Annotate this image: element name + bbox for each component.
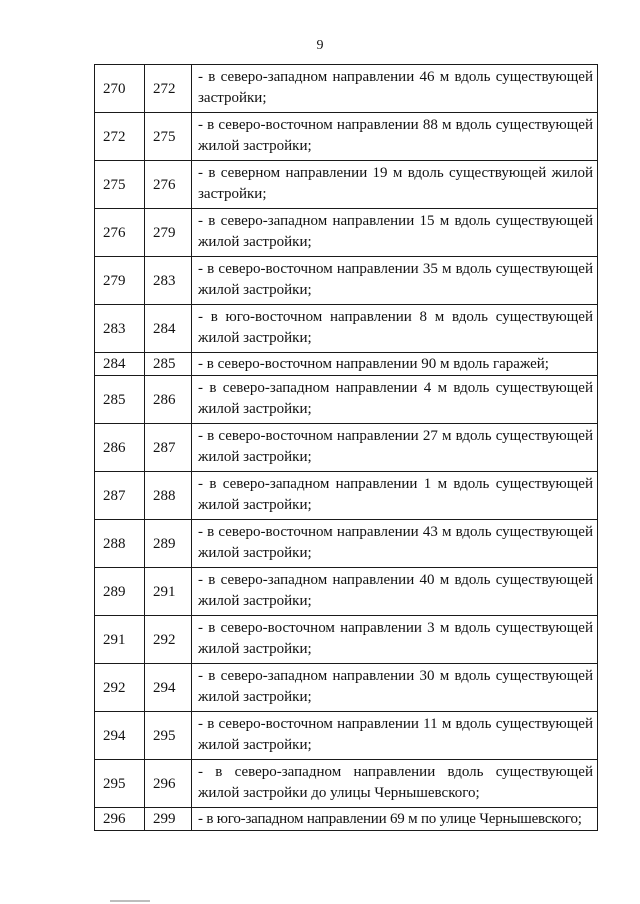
- segment-description-cell: - в северо-западном направлении 4 м вдоль существующей жилой застройки;: [192, 376, 598, 424]
- point-to-cell: 276: [145, 161, 192, 209]
- point-to-cell: 279: [145, 209, 192, 257]
- point-from-cell: 289: [95, 568, 145, 616]
- table-row: [95, 113, 598, 161]
- scan-artifact-line: [110, 900, 150, 902]
- table-row: [95, 616, 598, 664]
- segment-description-cell: - в северо-западном направлении 46 м вдоль существующей застройки;: [192, 65, 598, 113]
- point-from-cell: 275: [95, 161, 145, 209]
- segment-description-cell: - в северо-восточном направлении 88 м вдоль существующей жилой застройки;: [192, 113, 598, 161]
- table-row: [95, 760, 598, 808]
- point-to-cell: 288: [145, 472, 192, 520]
- segment-description-cell: - в северном направлении 19 м вдоль существующей жилой застройки;: [192, 161, 598, 209]
- boundary-points-table: [94, 64, 598, 831]
- point-from-cell: 291: [95, 616, 145, 664]
- point-from-cell: 270: [95, 65, 145, 113]
- table-row: [95, 424, 598, 472]
- segment-description-cell: - в северо-восточном направлении 43 м вдоль существующей жилой застройки;: [192, 520, 598, 568]
- point-to-cell: 283: [145, 257, 192, 305]
- table-row: [95, 520, 598, 568]
- point-to-cell: 292: [145, 616, 192, 664]
- point-from-cell: 295: [95, 760, 145, 808]
- table-row: [95, 712, 598, 760]
- segment-description-cell: - в северо-западном направлении 15 м вдоль существующей жилой застройки;: [192, 209, 598, 257]
- table-row: [95, 472, 598, 520]
- segment-description-cell: - в северо-западном направлении вдоль существующей жилой застройки до улицы Чернышевского;: [192, 760, 598, 808]
- segment-description-cell: - в северо-восточном направлении 90 м вдоль гаражей;: [192, 353, 598, 376]
- segment-description-cell: - в северо-западном направлении 40 м вдоль существующей жилой застройки;: [192, 568, 598, 616]
- point-from-cell: 279: [95, 257, 145, 305]
- point-to-cell: 296: [145, 760, 192, 808]
- point-to-cell: 272: [145, 65, 192, 113]
- segment-description-cell: - в северо-западном направлении 30 м вдоль существующей жилой застройки;: [192, 664, 598, 712]
- table-row: [95, 353, 598, 376]
- point-to-cell: 284: [145, 305, 192, 353]
- table-row: [95, 65, 598, 113]
- point-from-cell: 296: [95, 808, 145, 831]
- point-to-cell: 295: [145, 712, 192, 760]
- table-row: [95, 305, 598, 353]
- table-row: [95, 664, 598, 712]
- table-row: [95, 808, 598, 831]
- point-from-cell: 284: [95, 353, 145, 376]
- table-row: [95, 209, 598, 257]
- page-number: 9: [316, 38, 324, 53]
- point-to-cell: 287: [145, 424, 192, 472]
- point-from-cell: 276: [95, 209, 145, 257]
- segment-description-cell: - в северо-восточном направлении 35 м вдоль существующей жилой застройки;: [192, 257, 598, 305]
- segment-description-cell: - в северо-западном направлении 1 м вдоль существующей жилой застройки;: [192, 472, 598, 520]
- point-to-cell: 285: [145, 353, 192, 376]
- segment-description-cell: - в северо-восточном направлении 11 м вдоль существующей жилой застройки;: [192, 712, 598, 760]
- segment-description-cell: - в юго-западном направлении 69 м по улице Чернышевского;: [192, 808, 598, 831]
- segment-description-cell: - в северо-восточном направлении 27 м вдоль существующей жилой застройки;: [192, 424, 598, 472]
- segment-description-cell: - в юго-восточном направлении 8 м вдоль существующей жилой застройки;: [192, 305, 598, 353]
- point-to-cell: 275: [145, 113, 192, 161]
- point-from-cell: 285: [95, 376, 145, 424]
- point-to-cell: 294: [145, 664, 192, 712]
- point-from-cell: 294: [95, 712, 145, 760]
- point-from-cell: 287: [95, 472, 145, 520]
- table-row: [95, 376, 598, 424]
- point-from-cell: 288: [95, 520, 145, 568]
- point-from-cell: 286: [95, 424, 145, 472]
- point-to-cell: 289: [145, 520, 192, 568]
- point-from-cell: 272: [95, 113, 145, 161]
- segment-description-cell: - в северо-восточном направлении 3 м вдоль существующей жилой застройки;: [192, 616, 598, 664]
- point-to-cell: 299: [145, 808, 192, 831]
- point-to-cell: 286: [145, 376, 192, 424]
- point-to-cell: 291: [145, 568, 192, 616]
- point-from-cell: 283: [95, 305, 145, 353]
- point-from-cell: 292: [95, 664, 145, 712]
- table-row: [95, 161, 598, 209]
- table-row: [95, 568, 598, 616]
- table-row: [95, 257, 598, 305]
